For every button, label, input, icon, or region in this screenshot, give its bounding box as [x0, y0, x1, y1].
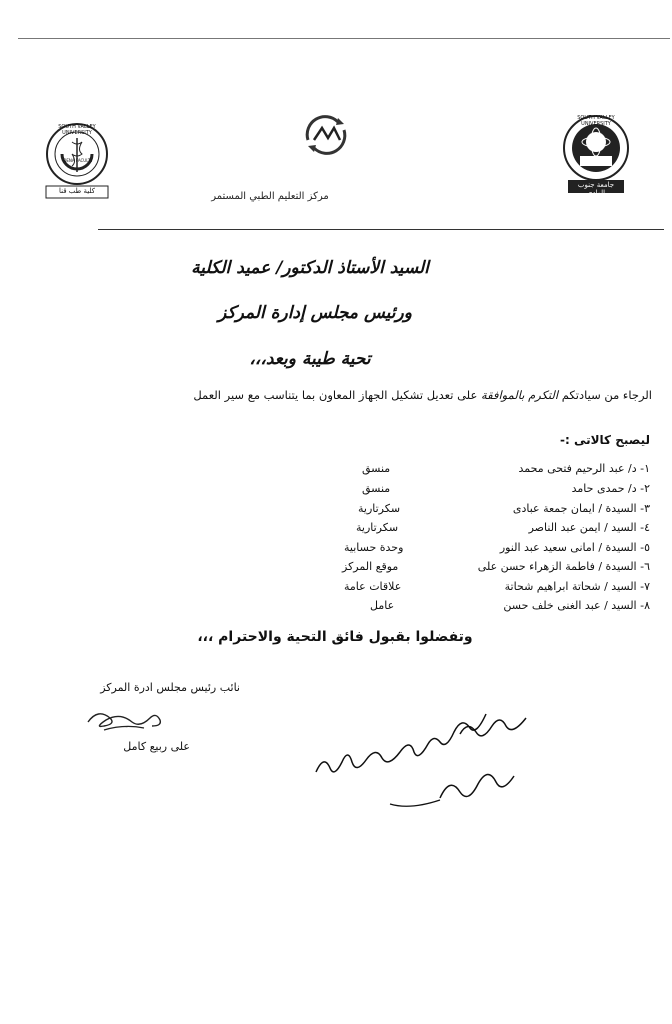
logo-bottom-text: جامعة جنوب الوادى — [577, 181, 615, 197]
staff-row — [300, 580, 650, 598]
staff-role: وحدة حسابية — [344, 541, 404, 554]
south-valley-university-logo — [558, 112, 634, 196]
staff-row — [300, 521, 650, 539]
staff-row — [300, 541, 650, 559]
staff-role: عامل — [370, 599, 395, 612]
intro-paragraph — [20, 388, 652, 402]
logo-bottom-text: كلية طب قنا — [58, 187, 95, 195]
staff-name: ١- د/ عبد الرحيم فتحى محمد — [518, 462, 650, 475]
addressee-line-2: ورئيس مجلس إدارة المركز — [218, 303, 412, 323]
greeting: تحية طيبة وبعد،،، — [249, 349, 371, 369]
staff-role: علاقات عامة — [344, 580, 402, 593]
staff-role: سكرتارية — [358, 502, 401, 515]
intro-part-2: على تعديل تشكيل الجهاز المعاون بما يتناسب مع سير العمل — [193, 388, 481, 402]
staff-name: ٥- السيدة / امانى سعيد عبد النور — [499, 541, 650, 554]
faculty-of-medicine-logo — [38, 120, 116, 202]
staff-name: ٨- السيد / عبد الغنى خلف حسن — [503, 599, 650, 612]
staff-row — [300, 560, 650, 578]
logo-arc-text: SOUTH VALLEY UNIVERSITY — [58, 124, 96, 136]
staff-role: موقع المركز — [342, 560, 399, 573]
list-heading: ليصبح كالاتى :- — [560, 433, 650, 447]
addressee-line-1: السيد الأستاذ الدكتور/ عميد الكلية — [191, 258, 429, 278]
staff-name: ٤- السيد / ايمن عبد الناصر — [528, 521, 650, 534]
header-divider — [98, 229, 664, 230]
staff-row — [300, 599, 650, 617]
staff-row — [300, 502, 650, 520]
cme-center-logo — [300, 110, 352, 160]
center-name: مركز التعليم الطبي المستمر — [211, 191, 329, 202]
intro-part-1: الرجاء من سيادتكم — [558, 388, 652, 402]
staff-role: منسق — [362, 462, 391, 475]
intro-emphasis: التكرم بالموافقة — [480, 388, 559, 402]
signatory-signature — [84, 700, 184, 744]
staff-row — [300, 462, 650, 480]
signatory-name: على ربيع كامل — [123, 740, 190, 753]
scan-border — [18, 38, 670, 39]
staff-row — [300, 482, 650, 500]
approval-handwriting — [310, 700, 550, 824]
staff-role: منسق — [362, 482, 391, 495]
staff-name: ٣- السيدة / ايمان جمعة عبادى — [512, 502, 650, 515]
staff-name: ٦- السيدة / فاطمة الزهراء حسن على — [477, 560, 650, 573]
logo-inner-text: QENA FACULTY — [63, 158, 93, 163]
staff-role: سكرتارية — [356, 521, 399, 534]
staff-name: ٧- السيد / شحاتة ابراهيم شحاتة — [504, 580, 650, 593]
signatory-title: نائب رئيس مجلس ادرة المركز — [100, 681, 240, 694]
staff-name: ٢- د/ حمدى حامد — [571, 482, 650, 495]
closing-line: وتفضلوا بقبول فائق التحية والاحترام ،،، — [197, 629, 473, 645]
logo-arc-text: SOUTH VALLEY UNIVERSITY — [577, 115, 615, 127]
